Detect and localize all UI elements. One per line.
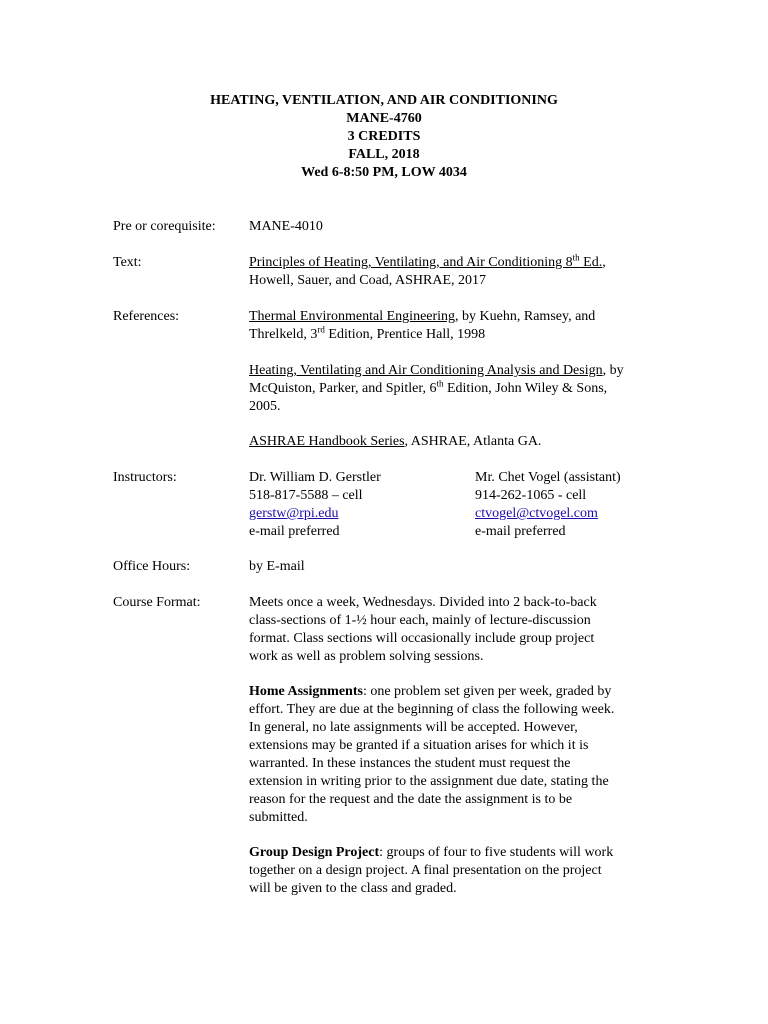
reference-3-title: ASHRAE Handbook Series bbox=[249, 434, 405, 449]
reference-2: Heating, Ventilating and Air Conditioning Analysis and Design, by McQuiston, Parker, and Spitler, 6th Edition, John Wiley & Sons, 2005. bbox=[249, 363, 624, 414]
course-format-paragraph: Meets once a week, Wednesdays. Divided into 2 back-to-back class-sections of 1-½ hour each, mainly of lecture-discussion format. Class sections will occasionally include group project work as well as problem solving sessions. bbox=[249, 595, 597, 664]
reference-3: ASHRAE Handbook Series, ASHRAE, Atlanta GA. bbox=[249, 434, 542, 449]
reference-1-title: Thermal Environmental Engineering bbox=[249, 309, 456, 324]
instructor-primary bbox=[249, 469, 469, 541]
office-hours-label: Office Hours: bbox=[113, 559, 191, 574]
textbook-line-1: Principles of Heating, Ventilating, and Air Conditioning 8th Ed., bbox=[249, 252, 606, 270]
reference-1: Thermal Environmental Engineering, by Kuehn, Ramsey, and Threlkeld, 3rd Edition, Prentice Hall, 1998 bbox=[249, 309, 596, 342]
references-label: References: bbox=[113, 309, 180, 324]
textbook-title: Principles of Heating, Ventilating, and Air Conditioning 8th Ed. bbox=[249, 252, 603, 270]
reference-2-title: Heating, Ventilating and Air Conditioning Analysis and Design bbox=[249, 363, 603, 378]
instructor-email-link[interactable]: gerstw@rpi.edu bbox=[249, 506, 339, 521]
group-project-paragraph: Group Design Project: groups of four to five students will work together on a design project. A final presentation on the project will be given to the class and graded. bbox=[249, 845, 614, 896]
assistant-note: e-mail preferred bbox=[475, 524, 566, 539]
home-assignments-heading: Home Assignments bbox=[249, 684, 363, 699]
assistant-phone: 914-262-1065 - cell bbox=[475, 488, 587, 503]
textbook-line-2: Howell, Sauer, and Coad, ASHRAE, 2017 bbox=[249, 273, 487, 288]
course-code: MANE-4760 bbox=[346, 111, 422, 126]
course-schedule: Wed 6-8:50 PM, LOW 4034 bbox=[301, 165, 467, 180]
course-header bbox=[0, 92, 768, 182]
course-format-label: Course Format: bbox=[113, 595, 201, 610]
course-credits: 3 CREDITS bbox=[347, 129, 421, 144]
prereq-label: Pre or corequisite: bbox=[113, 219, 216, 234]
text-label: Text: bbox=[113, 255, 142, 270]
prereq-value: MANE-4010 bbox=[249, 219, 323, 234]
home-assignments-paragraph: Home Assignments: one problem set given per week, graded by effort. They are due at the beginning of class the following week. In general, no late assignments will be accepted. However, extensions may be granted if a situation arises for which it is warranted. In these instances the student must request the extension in writing prior to the assignment due date, stating the reason for the request and the date the assignment is to be submitted. bbox=[249, 684, 615, 825]
instructor-phone: 518-817-5588 – cell bbox=[249, 488, 363, 503]
course-title: HEATING, VENTILATION, AND AIR CONDITIONING bbox=[210, 93, 558, 108]
instructors-label: Instructors: bbox=[113, 470, 177, 485]
course-term: FALL, 2018 bbox=[348, 147, 420, 162]
assistant-name: Mr. Chet Vogel (assistant) bbox=[475, 470, 621, 485]
assistant-email-link[interactable]: ctvogel@ctvogel.com bbox=[475, 506, 598, 521]
group-project-heading: Group Design Project bbox=[249, 845, 380, 860]
textbook bbox=[249, 254, 669, 290]
instructor-assistant bbox=[475, 469, 715, 541]
instructor-note: e-mail preferred bbox=[249, 524, 340, 539]
office-hours-value: by E-mail bbox=[249, 559, 305, 574]
instructor-name: Dr. William D. Gerstler bbox=[249, 470, 381, 485]
